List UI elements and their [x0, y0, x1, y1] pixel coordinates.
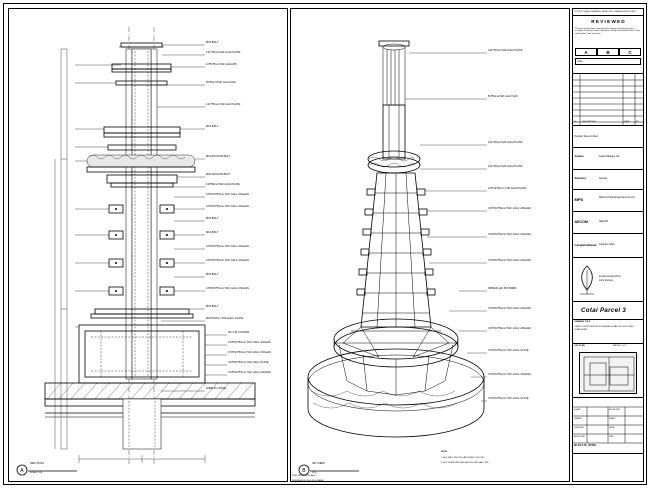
iso-note-line-1: 2. ALL PLATE WELDED SHOULD BE GALV. MS. — [441, 461, 489, 464]
review-code-b-text: B — [606, 50, 610, 55]
top-note-row — [573, 9, 643, 16]
review-stamp — [573, 16, 643, 74]
revision-col-desc: DESCRIPTION — [582, 121, 596, 123]
iso-label-1: 50*50mmTHK GALV.SHS — [488, 95, 518, 98]
section-label-3: 50*50mmTHK GALV.SHS — [206, 81, 236, 84]
iso-drawing — [291, 9, 567, 479]
svg-text:B: B — [302, 468, 306, 474]
section-label-23: CSTP10*50mm THK GALV. PLATE — [228, 361, 269, 364]
key-plan-image — [579, 352, 637, 394]
section-label-4: 140 *50mmTHK GALV.PLATE — [206, 103, 241, 106]
section-label-16: CSTP10*50mm THK GALV. ANGLES — [206, 287, 249, 290]
revision-col-date: DATE — [624, 121, 630, 123]
review-code-a — [575, 48, 597, 56]
section-label-15: M16 BOLT — [206, 273, 219, 276]
section-view-label: SECTION — [30, 461, 44, 465]
footer-left-text: DWG NUMBER SCALE — [292, 475, 316, 477]
section-label-10: CSTP10*50mm THK GALV. ANGLES — [206, 205, 249, 208]
iso-label-13: CSTP10*50mm THK GALV. PLATE — [488, 397, 529, 400]
consultant-logo-1: Aedas — [574, 154, 584, 158]
review-code-a-text: A — [584, 50, 588, 55]
consultant-row-1 — [573, 148, 643, 170]
section-label-26: 40MM R.C BASE — [206, 387, 227, 390]
review-stamp-body: This document has been reviewed by the relevant Consultant(s) and is accepted. For Review, unless referred to, is Project Procedure Section 5.0 for action by the Trade Contractor. — [575, 28, 640, 35]
consultant-logo-5: Langdon&Seah — [574, 243, 597, 247]
section-label-14: CSTP10*50mm THK GALV. ANGLES — [206, 259, 249, 262]
review-code-b — [597, 48, 619, 56]
iso-label-3: 140 *50mmTHK GALV.PLATE — [488, 165, 523, 168]
consultant-logo-2: Gensler — [574, 176, 587, 180]
field-label-2: CHECKED — [574, 427, 584, 429]
section-label-5: M16 BOLT — [206, 125, 219, 128]
contractor-sub: Joint Venture — [599, 279, 613, 282]
consultant-role-5: Langdon Seah — [599, 243, 615, 246]
drawing-title-row — [573, 320, 643, 344]
iso-label-4: L20*10*50mm THK GALV.PLATE — [488, 187, 527, 190]
consultant-logo-3: MPS — [574, 197, 584, 202]
project-title-row — [573, 302, 643, 320]
consultant-row-2 — [573, 170, 643, 190]
consultant-role-2: Gensler — [599, 177, 608, 180]
revision-grid — [573, 74, 643, 126]
iso-label-2: 140 *50mmTHK GALV.PLATE — [488, 141, 523, 144]
contractor-logo-icon — [575, 260, 599, 300]
field-value-1: SHEET — [609, 418, 616, 420]
section-label-19: M20*250mm THK GALV. PLATE — [206, 317, 244, 320]
section-label-21: CSTP10*50mm THK GALV. ANGLES — [228, 341, 271, 344]
iso-label-10: CSTP10*50mm THK GALV. ANGLES — [488, 327, 531, 330]
review-date-label: Date : — [577, 59, 584, 63]
section-view-panel — [8, 8, 288, 482]
iso-view-panel — [290, 8, 570, 482]
section-drawing — [9, 9, 285, 479]
svg-text:A: A — [20, 468, 24, 474]
section-label-7: M20 ANCHOR BOLT — [206, 173, 231, 176]
consultant-role-3: Marcos Professional Services Ltd. — [599, 196, 636, 199]
consultant-role-4: AECOM — [599, 220, 608, 223]
field-value-0: AS SHOWN — [609, 409, 620, 411]
revision-table — [573, 74, 643, 126]
section-label-9: CSTP10*50mm THK GALV. ANGLES — [206, 193, 249, 196]
iso-label-8: SPIDER with 50X.50MM — [488, 287, 517, 290]
iso-label-0: 140 *50mmTHK GALV.PLATE — [488, 49, 523, 52]
section-label-0: M16 BOLT — [206, 41, 219, 44]
iso-label-7: CSTP10*50mm THK GALV. ANGLES — [488, 259, 531, 262]
consultant-name-0: Howdon Street Limited — [574, 136, 598, 138]
review-stamp-title: R E V I E W E D — [591, 19, 625, 24]
drawing-number: SK-FS-C-PL_DETAIL — [574, 445, 597, 447]
top-note-text: DO NOT SCALE DRAWING. VERIFY ALL DIMENSIONS ON SITE — [574, 10, 636, 13]
iso-note-line-0: 1. ALL WELT SHOULD BE FIXING ON SITE. — [441, 456, 485, 459]
revision-col-no: No — [574, 121, 577, 123]
iso-label-11: CSTP10*50mm THK GALV. PLATE — [488, 349, 529, 352]
iso-label-9: CSTP10*50mm THK GALV. ANGLES — [488, 307, 531, 310]
sheet-footer — [8, 474, 568, 484]
iso-view-label: 3D VIEW — [312, 461, 325, 465]
drawing-title-text: PUBLIC CIRCULATION, FOUNTAIN DETAIL-24 FOR STEEL SURROUND — [574, 326, 634, 331]
review-code-c-text: C — [628, 50, 632, 55]
consultant-logo-4: AECOM — [574, 220, 588, 224]
key-plan-row — [573, 344, 643, 398]
section-label-1: 140 *50mmTHK GALV.PLATE — [206, 51, 241, 54]
review-date-row — [575, 58, 641, 65]
section-label-12: M16 BOLT — [206, 231, 219, 234]
section-label-24: CSTP10*50mm THK GALV. ANGLES — [228, 371, 271, 374]
key-plan-label: KEY PLAN — [574, 345, 585, 347]
section-label-6: M16 ANCHOR BOLT — [206, 155, 231, 158]
iso-label-5: CSTP10*50mm THK GALV. ANGLES — [488, 207, 531, 210]
field-label-3: APPROVED — [574, 436, 586, 438]
section-label-17: M16 BOLT — [206, 305, 219, 308]
contractor-name: Fordes Construction — [599, 275, 621, 278]
field-label-1: DRAWN — [574, 418, 582, 420]
field-value-2: DATE — [609, 427, 615, 429]
contractor-row — [573, 258, 643, 302]
section-label-11: M16 BOLT — [206, 217, 219, 220]
section-label-13: CSTP10*50mm THK GALV. ANGLES — [206, 245, 249, 248]
field-value-3: SIZE — [609, 436, 614, 438]
field-label-0: SCALE — [574, 409, 581, 411]
iso-label-12: CSTP10*50mm THK GALV. ANGLES — [488, 373, 531, 376]
iso-notes-heading: NOTE : — [441, 450, 449, 453]
consultant-role-1: Aedas (Macau) Ltd. — [599, 155, 620, 158]
consultant-row-5 — [573, 234, 643, 258]
footer-right-text: REFERENCE DWG FILE NAME — [292, 480, 324, 482]
title-block-panel — [572, 8, 644, 482]
section-scale-label: SCALE 1:20 — [30, 472, 43, 474]
revision-col-by: BY — [636, 121, 639, 123]
iso-label-6: CSTP10*50mm THK GALV. ANGLES — [488, 233, 531, 236]
consultant-row-4 — [573, 212, 643, 234]
section-label-8: 140*50mmTHK GALV.PLATE — [206, 183, 240, 186]
consultant-row-3 — [573, 190, 643, 212]
section-label-20: RC C40 COLUMN — [228, 331, 250, 334]
key-plan-number: PARCEL 3 of 3 — [613, 345, 627, 347]
project-title: Cotai Parcel 3 — [581, 307, 627, 314]
section-label-22: CSTP10*50mm THK GALV. ANGLES — [228, 351, 271, 354]
review-code-c — [619, 48, 641, 56]
consultant-row-0 — [573, 126, 643, 148]
iso-scale-label: NTS — [312, 472, 317, 474]
section-label-2: 10*50*5mmTHK GALV.MS — [206, 63, 237, 66]
fields-row — [573, 398, 643, 454]
drawing-title-label: DRAWING TITLE — [574, 321, 591, 323]
